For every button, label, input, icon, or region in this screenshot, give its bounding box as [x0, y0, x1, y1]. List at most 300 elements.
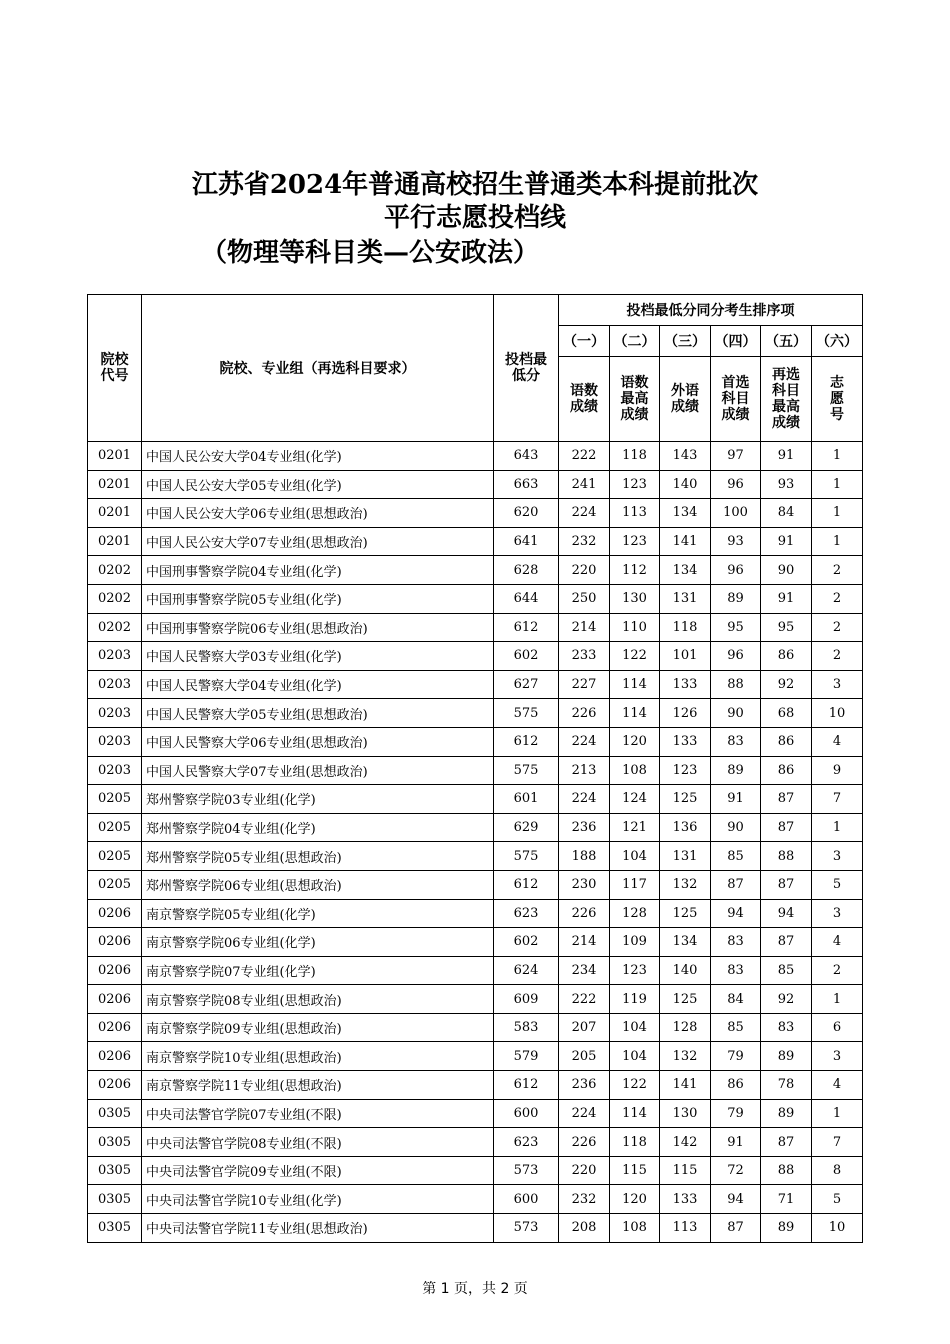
cell-c3: 133	[660, 1185, 711, 1214]
cell-c4: 91	[711, 785, 761, 814]
cell-c4: 96	[711, 642, 761, 671]
header-sub-num: （五）	[761, 326, 812, 357]
cell-c6: 1	[812, 813, 863, 842]
cell-c4: 83	[711, 928, 761, 957]
header-sub-num: （四）	[711, 326, 761, 357]
cell-c5: 92	[761, 985, 812, 1014]
cell-c3: 141	[660, 527, 711, 556]
cell-c1: 222	[559, 442, 610, 471]
header-sub-label: 再选科目最高成绩	[761, 357, 812, 442]
cell-c1: 224	[559, 785, 610, 814]
cell-c1: 233	[559, 642, 610, 671]
cell-c1: 232	[559, 1185, 610, 1214]
cell-score: 644	[494, 584, 559, 613]
cell-c1: 214	[559, 613, 610, 642]
cell-name: 南京警察学院11专业组(思想政治)	[142, 1071, 494, 1100]
cell-c2: 112	[610, 556, 660, 585]
table-row	[88, 756, 863, 785]
cell-c3: 123	[660, 756, 711, 785]
cell-c5: 91	[761, 527, 812, 556]
cell-score: 575	[494, 756, 559, 785]
cell-c2: 119	[610, 985, 660, 1014]
cell-score: 663	[494, 470, 559, 499]
cell-code: 0206	[88, 985, 142, 1014]
header-code: 院校代号	[88, 295, 142, 442]
cell-score: 575	[494, 699, 559, 728]
cell-c3: 131	[660, 584, 711, 613]
cell-score: 579	[494, 1042, 559, 1071]
cell-c2: 128	[610, 899, 660, 928]
cell-c4: 94	[711, 899, 761, 928]
cell-c6: 4	[812, 727, 863, 756]
page-footer: 第 1 页，共 2 页	[422, 1281, 528, 1297]
cell-c3: 128	[660, 1013, 711, 1042]
cell-c4: 87	[711, 870, 761, 899]
cell-c6: 10	[812, 699, 863, 728]
cell-code: 0206	[88, 1013, 142, 1042]
cell-c3: 125	[660, 899, 711, 928]
cell-c1: 224	[559, 1099, 610, 1128]
table-row	[88, 1099, 863, 1128]
cell-score: 620	[494, 499, 559, 528]
cell-score: 583	[494, 1013, 559, 1042]
cell-c2: 108	[610, 756, 660, 785]
table-row	[88, 442, 863, 471]
cell-c5: 94	[761, 899, 812, 928]
cell-c3: 101	[660, 642, 711, 671]
cell-c5: 91	[761, 584, 812, 613]
header-sub-num: （六）	[812, 326, 863, 357]
cell-name: 中国人民公安大学06专业组(思想政治)	[142, 499, 494, 528]
cell-code: 0206	[88, 899, 142, 928]
cell-c6: 10	[812, 1214, 863, 1243]
cell-c2: 118	[610, 442, 660, 471]
cell-name: 中国刑事警察学院06专业组(思想政治)	[142, 613, 494, 642]
cell-c1: 214	[559, 928, 610, 957]
cell-c3: 125	[660, 985, 711, 1014]
cell-c1: 208	[559, 1214, 610, 1243]
cell-c2: 104	[610, 1013, 660, 1042]
cell-c3: 113	[660, 1214, 711, 1243]
cell-code: 0202	[88, 613, 142, 642]
cell-name: 郑州警察学院04专业组(化学)	[142, 813, 494, 842]
cell-c6: 1	[812, 442, 863, 471]
cell-c4: 96	[711, 556, 761, 585]
cell-name: 中央司法警官学院11专业组(思想政治)	[142, 1214, 494, 1243]
cell-name: 郑州警察学院03专业组(化学)	[142, 785, 494, 814]
table-row	[88, 1185, 863, 1214]
cell-c1: 188	[559, 842, 610, 871]
cell-c3: 132	[660, 870, 711, 899]
cell-name: 中国人民警察大学04专业组(化学)	[142, 670, 494, 699]
cell-c5: 91	[761, 442, 812, 471]
cell-c4: 90	[711, 813, 761, 842]
cell-name: 南京警察学院07专业组(化学)	[142, 956, 494, 985]
cell-score: 612	[494, 870, 559, 899]
cell-c1: 232	[559, 527, 610, 556]
cell-c3: 134	[660, 499, 711, 528]
cell-code: 0203	[88, 670, 142, 699]
cell-c1: 220	[559, 1156, 610, 1185]
cell-c5: 88	[761, 842, 812, 871]
cell-c4: 79	[711, 1099, 761, 1128]
cell-c2: 104	[610, 1042, 660, 1071]
cell-c6: 3	[812, 1042, 863, 1071]
cell-code: 0202	[88, 584, 142, 613]
cell-score: 600	[494, 1185, 559, 1214]
table-row	[88, 928, 863, 957]
cell-c4: 100	[711, 499, 761, 528]
cell-name: 中央司法警官学院07专业组(不限)	[142, 1099, 494, 1128]
cell-name: 中国人民警察大学07专业组(思想政治)	[142, 756, 494, 785]
table-row	[88, 956, 863, 985]
cell-c5: 92	[761, 670, 812, 699]
cell-code: 0305	[88, 1214, 142, 1243]
cell-c4: 83	[711, 727, 761, 756]
table-row	[88, 1071, 863, 1100]
cell-score: 624	[494, 956, 559, 985]
cell-c1: 222	[559, 985, 610, 1014]
cell-c3: 140	[660, 470, 711, 499]
cell-c5: 85	[761, 956, 812, 985]
cell-c3: 125	[660, 785, 711, 814]
cell-c2: 109	[610, 928, 660, 957]
cell-c6: 6	[812, 1013, 863, 1042]
cell-code: 0305	[88, 1156, 142, 1185]
cell-c3: 133	[660, 670, 711, 699]
cell-code: 0201	[88, 527, 142, 556]
header-sub-label: 志愿号	[812, 357, 863, 442]
cell-c3: 136	[660, 813, 711, 842]
cell-c3: 143	[660, 442, 711, 471]
cell-name: 南京警察学院09专业组(思想政治)	[142, 1013, 494, 1042]
cell-c4: 95	[711, 613, 761, 642]
cell-c4: 87	[711, 1214, 761, 1243]
cell-c2: 108	[610, 1214, 660, 1243]
cell-c6: 2	[812, 642, 863, 671]
cell-c5: 95	[761, 613, 812, 642]
cell-c4: 91	[711, 1128, 761, 1157]
cell-c6: 2	[812, 584, 863, 613]
cell-c1: 227	[559, 670, 610, 699]
cell-c6: 1	[812, 1099, 863, 1128]
cell-name: 中国人民警察大学05专业组(思想政治)	[142, 699, 494, 728]
cell-name: 中国人民公安大学07专业组(思想政治)	[142, 527, 494, 556]
cell-c5: 93	[761, 470, 812, 499]
cell-c2: 123	[610, 470, 660, 499]
table-row	[88, 556, 863, 585]
table-row	[88, 527, 863, 556]
cell-name: 中央司法警官学院10专业组(化学)	[142, 1185, 494, 1214]
cell-c1: 226	[559, 699, 610, 728]
cell-c1: 207	[559, 1013, 610, 1042]
page-category: （物理等科目类—公安政法）	[200, 238, 539, 268]
cell-c6: 2	[812, 956, 863, 985]
cell-c4: 83	[711, 956, 761, 985]
cell-score: 629	[494, 813, 559, 842]
cell-score: 623	[494, 899, 559, 928]
header-tiebreak-group: 投档最低分同分考生排序项	[559, 295, 863, 326]
cell-code: 0202	[88, 556, 142, 585]
cell-c6: 7	[812, 1128, 863, 1157]
cell-c1: 224	[559, 727, 610, 756]
header-sub-label: 首选科目成绩	[711, 357, 761, 442]
cell-score: 627	[494, 670, 559, 699]
cell-c4: 79	[711, 1042, 761, 1071]
cell-code: 0203	[88, 756, 142, 785]
cell-c4: 89	[711, 756, 761, 785]
cell-c6: 5	[812, 1185, 863, 1214]
cell-c2: 122	[610, 1071, 660, 1100]
cell-c4: 96	[711, 470, 761, 499]
table-row	[88, 584, 863, 613]
cell-score: 600	[494, 1099, 559, 1128]
table-row	[88, 470, 863, 499]
cell-name: 中国刑事警察学院04专业组(化学)	[142, 556, 494, 585]
cell-c3: 133	[660, 727, 711, 756]
cell-c5: 89	[761, 1042, 812, 1071]
cell-name: 中国刑事警察学院05专业组(化学)	[142, 584, 494, 613]
cell-score: 602	[494, 642, 559, 671]
cell-score: 612	[494, 613, 559, 642]
cell-c6: 2	[812, 556, 863, 585]
cell-name: 中国人民公安大学05专业组(化学)	[142, 470, 494, 499]
cell-c3: 130	[660, 1099, 711, 1128]
table-row	[88, 1156, 863, 1185]
cell-c2: 114	[610, 1099, 660, 1128]
cell-c6: 5	[812, 870, 863, 899]
cell-c3: 115	[660, 1156, 711, 1185]
cell-c5: 87	[761, 813, 812, 842]
cell-name: 中国人民公安大学04专业组(化学)	[142, 442, 494, 471]
cell-c4: 89	[711, 584, 761, 613]
cell-c3: 142	[660, 1128, 711, 1157]
cell-c6: 4	[812, 928, 863, 957]
table-row	[88, 1042, 863, 1071]
header-sub-num: （三）	[660, 326, 711, 357]
cell-score: 609	[494, 985, 559, 1014]
cell-c5: 86	[761, 727, 812, 756]
cell-c4: 88	[711, 670, 761, 699]
cell-c5: 86	[761, 756, 812, 785]
cell-c2: 113	[610, 499, 660, 528]
cell-c4: 90	[711, 699, 761, 728]
cell-c5: 89	[761, 1099, 812, 1128]
cell-c5: 87	[761, 785, 812, 814]
cell-c1: 213	[559, 756, 610, 785]
cell-name: 南京警察学院08专业组(思想政治)	[142, 985, 494, 1014]
table-row	[88, 842, 863, 871]
header-sub-label: 外语成绩	[660, 357, 711, 442]
cell-c2: 123	[610, 527, 660, 556]
cell-c2: 118	[610, 1128, 660, 1157]
cell-name: 南京警察学院05专业组(化学)	[142, 899, 494, 928]
cell-c6: 1	[812, 470, 863, 499]
header-sub-num: （二）	[610, 326, 660, 357]
cell-score: 575	[494, 842, 559, 871]
cell-c2: 110	[610, 613, 660, 642]
cell-c2: 124	[610, 785, 660, 814]
cell-c6: 3	[812, 670, 863, 699]
cell-c4: 93	[711, 527, 761, 556]
table-row	[88, 985, 863, 1014]
cell-c4: 84	[711, 985, 761, 1014]
cell-c2: 115	[610, 1156, 660, 1185]
cell-c3: 118	[660, 613, 711, 642]
cell-score: 612	[494, 1071, 559, 1100]
cell-c6: 1	[812, 527, 863, 556]
cell-c4: 86	[711, 1071, 761, 1100]
cell-c3: 131	[660, 842, 711, 871]
cell-c2: 123	[610, 956, 660, 985]
table-row	[88, 1013, 863, 1042]
cell-code: 0205	[88, 813, 142, 842]
cell-score: 623	[494, 1128, 559, 1157]
cell-score: 601	[494, 785, 559, 814]
cell-c1: 205	[559, 1042, 610, 1071]
cell-code: 0203	[88, 699, 142, 728]
cell-c5: 86	[761, 642, 812, 671]
cell-c3: 141	[660, 1071, 711, 1100]
cell-code: 0305	[88, 1099, 142, 1128]
cell-c6: 3	[812, 842, 863, 871]
cell-score: 628	[494, 556, 559, 585]
cell-c5: 71	[761, 1185, 812, 1214]
cell-c1: 230	[559, 870, 610, 899]
cell-name: 中央司法警官学院08专业组(不限)	[142, 1128, 494, 1157]
cell-code: 0205	[88, 785, 142, 814]
cell-c6: 1	[812, 499, 863, 528]
cell-c1: 236	[559, 1071, 610, 1100]
cell-code: 0305	[88, 1185, 142, 1214]
cell-name: 中国人民警察大学03专业组(化学)	[142, 642, 494, 671]
cell-name: 中央司法警官学院09专业组(不限)	[142, 1156, 494, 1185]
cell-name: 郑州警察学院05专业组(思想政治)	[142, 842, 494, 871]
cell-c3: 132	[660, 1042, 711, 1071]
cell-code: 0201	[88, 499, 142, 528]
cell-code: 0206	[88, 1071, 142, 1100]
cell-c5: 88	[761, 1156, 812, 1185]
cell-code: 0205	[88, 870, 142, 899]
cell-c5: 87	[761, 1128, 812, 1157]
cell-score: 612	[494, 727, 559, 756]
cell-c1: 236	[559, 813, 610, 842]
header-sub-label: 语数成绩	[559, 357, 610, 442]
cell-c4: 85	[711, 842, 761, 871]
cell-c6: 3	[812, 899, 863, 928]
cell-c3: 126	[660, 699, 711, 728]
cell-name: 中国人民警察大学06专业组(思想政治)	[142, 727, 494, 756]
cell-c5: 87	[761, 870, 812, 899]
table-row	[88, 1128, 863, 1157]
cell-c6: 7	[812, 785, 863, 814]
cell-c6: 2	[812, 613, 863, 642]
cell-c2: 104	[610, 842, 660, 871]
cell-code: 0206	[88, 928, 142, 957]
cell-c1: 226	[559, 899, 610, 928]
cell-c1: 250	[559, 584, 610, 613]
cell-c4: 85	[711, 1013, 761, 1042]
cell-c6: 9	[812, 756, 863, 785]
cell-code: 0203	[88, 727, 142, 756]
cell-c2: 117	[610, 870, 660, 899]
cell-code: 0305	[88, 1128, 142, 1157]
cell-c2: 122	[610, 642, 660, 671]
table-row	[88, 1214, 863, 1243]
cell-c1: 224	[559, 499, 610, 528]
cell-c1: 234	[559, 956, 610, 985]
table-row	[88, 699, 863, 728]
cell-c5: 68	[761, 699, 812, 728]
cell-c5: 89	[761, 1214, 812, 1243]
cell-code: 0205	[88, 842, 142, 871]
cell-c5: 78	[761, 1071, 812, 1100]
cell-score: 573	[494, 1156, 559, 1185]
cell-c2: 114	[610, 670, 660, 699]
cell-c3: 140	[660, 956, 711, 985]
cell-c4: 94	[711, 1185, 761, 1214]
table-row	[88, 642, 863, 671]
cell-c5: 90	[761, 556, 812, 585]
cell-c2: 130	[610, 584, 660, 613]
cell-c2: 114	[610, 699, 660, 728]
header-sub-label: 语数最高成绩	[610, 357, 660, 442]
cell-c1: 220	[559, 556, 610, 585]
cell-c2: 120	[610, 727, 660, 756]
table-row	[88, 613, 863, 642]
cell-c5: 84	[761, 499, 812, 528]
table-row	[88, 727, 863, 756]
table-row	[88, 670, 863, 699]
cell-c5: 83	[761, 1013, 812, 1042]
cell-code: 0206	[88, 1042, 142, 1071]
table-row	[88, 785, 863, 814]
cell-score: 573	[494, 1214, 559, 1243]
table-row	[88, 499, 863, 528]
page-title: 江苏省2024年普通高校招生普通类本科提前批次	[191, 170, 759, 200]
cell-code: 0201	[88, 470, 142, 499]
cell-code: 0206	[88, 956, 142, 985]
page-subtitle: 平行志愿投档线	[383, 203, 566, 233]
table-row	[88, 899, 863, 928]
cell-score: 602	[494, 928, 559, 957]
cell-c4: 97	[711, 442, 761, 471]
cell-code: 0203	[88, 642, 142, 671]
cell-c2: 120	[610, 1185, 660, 1214]
cell-c3: 134	[660, 928, 711, 957]
cell-score: 643	[494, 442, 559, 471]
cell-score: 641	[494, 527, 559, 556]
cell-code: 0201	[88, 442, 142, 471]
cell-name: 南京警察学院06专业组(化学)	[142, 928, 494, 957]
header-name: 院校、专业组（再选科目要求）	[142, 295, 494, 442]
header-min-score: 投档最低分	[494, 295, 559, 442]
score-table	[87, 294, 863, 1243]
cell-c4: 72	[711, 1156, 761, 1185]
cell-c6: 4	[812, 1071, 863, 1100]
cell-c1: 226	[559, 1128, 610, 1157]
table-row	[88, 813, 863, 842]
cell-c1: 241	[559, 470, 610, 499]
cell-c3: 134	[660, 556, 711, 585]
cell-c2: 121	[610, 813, 660, 842]
cell-name: 南京警察学院10专业组(思想政治)	[142, 1042, 494, 1071]
cell-name: 郑州警察学院06专业组(思想政治)	[142, 870, 494, 899]
cell-c5: 87	[761, 928, 812, 957]
cell-c6: 1	[812, 985, 863, 1014]
header-sub-num: （一）	[559, 326, 610, 357]
table-row	[88, 870, 863, 899]
